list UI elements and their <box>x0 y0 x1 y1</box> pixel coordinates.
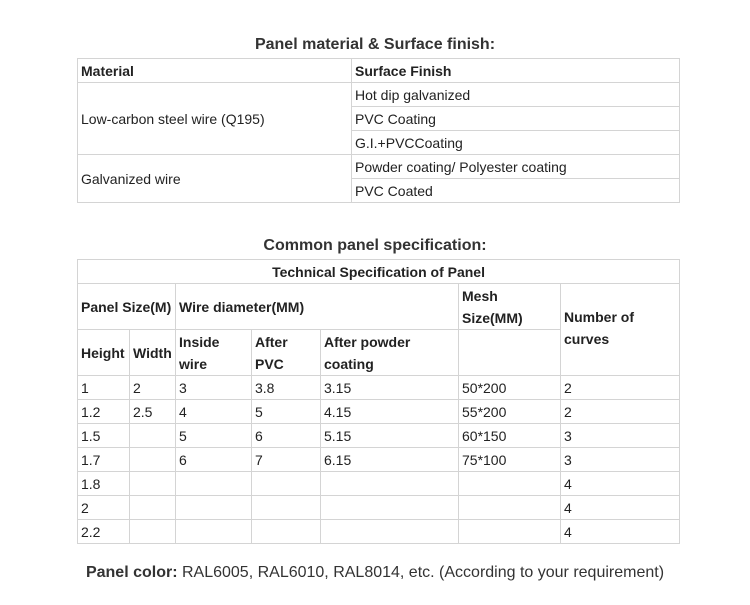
finish-cell: G.I.+PVCCoating <box>352 131 680 155</box>
material-cell: Galvanized wire <box>78 155 352 203</box>
panel-color-text: RAL6005, RAL6010, RAL8014, etc. (According to your requirement) <box>177 564 665 581</box>
finish-cell: PVC Coated <box>352 179 680 203</box>
mesh-size-cell <box>459 520 561 544</box>
curves-cell: 4 <box>561 496 680 520</box>
spec-section-heading: Common panel specification: <box>263 237 487 254</box>
width-cell <box>130 520 176 544</box>
table-row <box>78 155 680 179</box>
panel-size-header: Panel Size(M) <box>78 284 176 330</box>
surface-finish-header: Surface Finish <box>352 59 680 83</box>
inside-wire-cell: 5 <box>176 424 252 448</box>
spec-table-title-row <box>78 260 680 284</box>
mesh-size-cell: 75*100 <box>459 448 561 472</box>
height-cell: 1.7 <box>78 448 130 472</box>
mesh-size-cell <box>459 472 561 496</box>
curves-cell: 4 <box>561 520 680 544</box>
spec-header-row <box>78 284 680 330</box>
height-cell: 1 <box>78 376 130 400</box>
mesh-size-empty-cell <box>459 330 561 376</box>
table-row <box>78 376 680 400</box>
after-powder-cell <box>321 520 459 544</box>
height-cell: 2 <box>78 496 130 520</box>
after-powder-cell: 6.15 <box>321 448 459 472</box>
after-powder-cell <box>321 472 459 496</box>
height-cell: 1.2 <box>78 400 130 424</box>
spec-table-title: Technical Specification of Panel <box>78 260 680 284</box>
width-cell <box>130 472 176 496</box>
table-row <box>78 496 680 520</box>
finish-cell: Powder coating/ Polyester coating <box>352 155 680 179</box>
inside-wire-cell <box>176 520 252 544</box>
mesh-size-cell: 55*200 <box>459 400 561 424</box>
material-cell: Low-carbon steel wire (Q195) <box>78 83 352 155</box>
panel-color-label: Panel color: <box>85 564 178 581</box>
after-pvc-cell <box>252 472 321 496</box>
finish-cell: Hot dip galvanized <box>352 83 680 107</box>
height-header: Height <box>78 330 130 376</box>
material-header: Material <box>78 59 352 83</box>
mesh-size-header: Mesh Size(MM) <box>459 284 561 330</box>
inside-wire-cell <box>176 472 252 496</box>
after-powder-cell: 4.15 <box>321 400 459 424</box>
finish-cell: PVC Coating <box>352 107 680 131</box>
curves-cell: 3 <box>561 424 680 448</box>
after-pvc-cell: 6 <box>252 424 321 448</box>
mesh-size-cell: 60*150 <box>459 424 561 448</box>
after-powder-coating-header: After powder coating <box>321 330 459 376</box>
width-cell <box>130 448 176 472</box>
height-cell: 1.8 <box>78 472 130 496</box>
height-cell: 1.5 <box>78 424 130 448</box>
width-cell <box>130 424 176 448</box>
after-pvc-cell: 3.8 <box>252 376 321 400</box>
width-cell <box>130 496 176 520</box>
mesh-size-cell <box>459 496 561 520</box>
material-table <box>77 58 680 203</box>
curves-cell: 4 <box>561 472 680 496</box>
table-row <box>78 520 680 544</box>
inside-wire-cell: 3 <box>176 376 252 400</box>
height-cell: 2.2 <box>78 520 130 544</box>
inside-wire-cell: 6 <box>176 448 252 472</box>
curves-cell: 2 <box>561 376 680 400</box>
panel-color-note <box>0 563 750 583</box>
after-pvc-cell <box>252 496 321 520</box>
after-pvc-cell: 5 <box>252 400 321 424</box>
table-row <box>78 448 680 472</box>
material-table-header-row <box>78 59 680 83</box>
after-powder-cell <box>321 496 459 520</box>
after-pvc-cell <box>252 520 321 544</box>
inside-wire-header: Inside wire <box>176 330 252 376</box>
inside-wire-cell: 4 <box>176 400 252 424</box>
after-pvc-cell: 7 <box>252 448 321 472</box>
table-row <box>78 472 680 496</box>
wire-diameter-header: Wire diameter(MM) <box>176 284 459 330</box>
spec-table <box>77 259 680 544</box>
material-section-heading: Panel material & Surface finish: <box>254 36 496 53</box>
inside-wire-cell <box>176 496 252 520</box>
table-row <box>78 424 680 448</box>
table-row <box>78 83 680 107</box>
table-row <box>78 400 680 424</box>
width-cell: 2 <box>130 376 176 400</box>
width-header: Width <box>130 330 176 376</box>
width-cell: 2.5 <box>130 400 176 424</box>
curves-cell: 2 <box>561 400 680 424</box>
after-powder-cell: 5.15 <box>321 424 459 448</box>
after-pvc-header: After PVC <box>252 330 321 376</box>
mesh-size-cell: 50*200 <box>459 376 561 400</box>
number-of-curves-header: Number of curves <box>561 284 680 376</box>
after-powder-cell: 3.15 <box>321 376 459 400</box>
curves-cell: 3 <box>561 448 680 472</box>
